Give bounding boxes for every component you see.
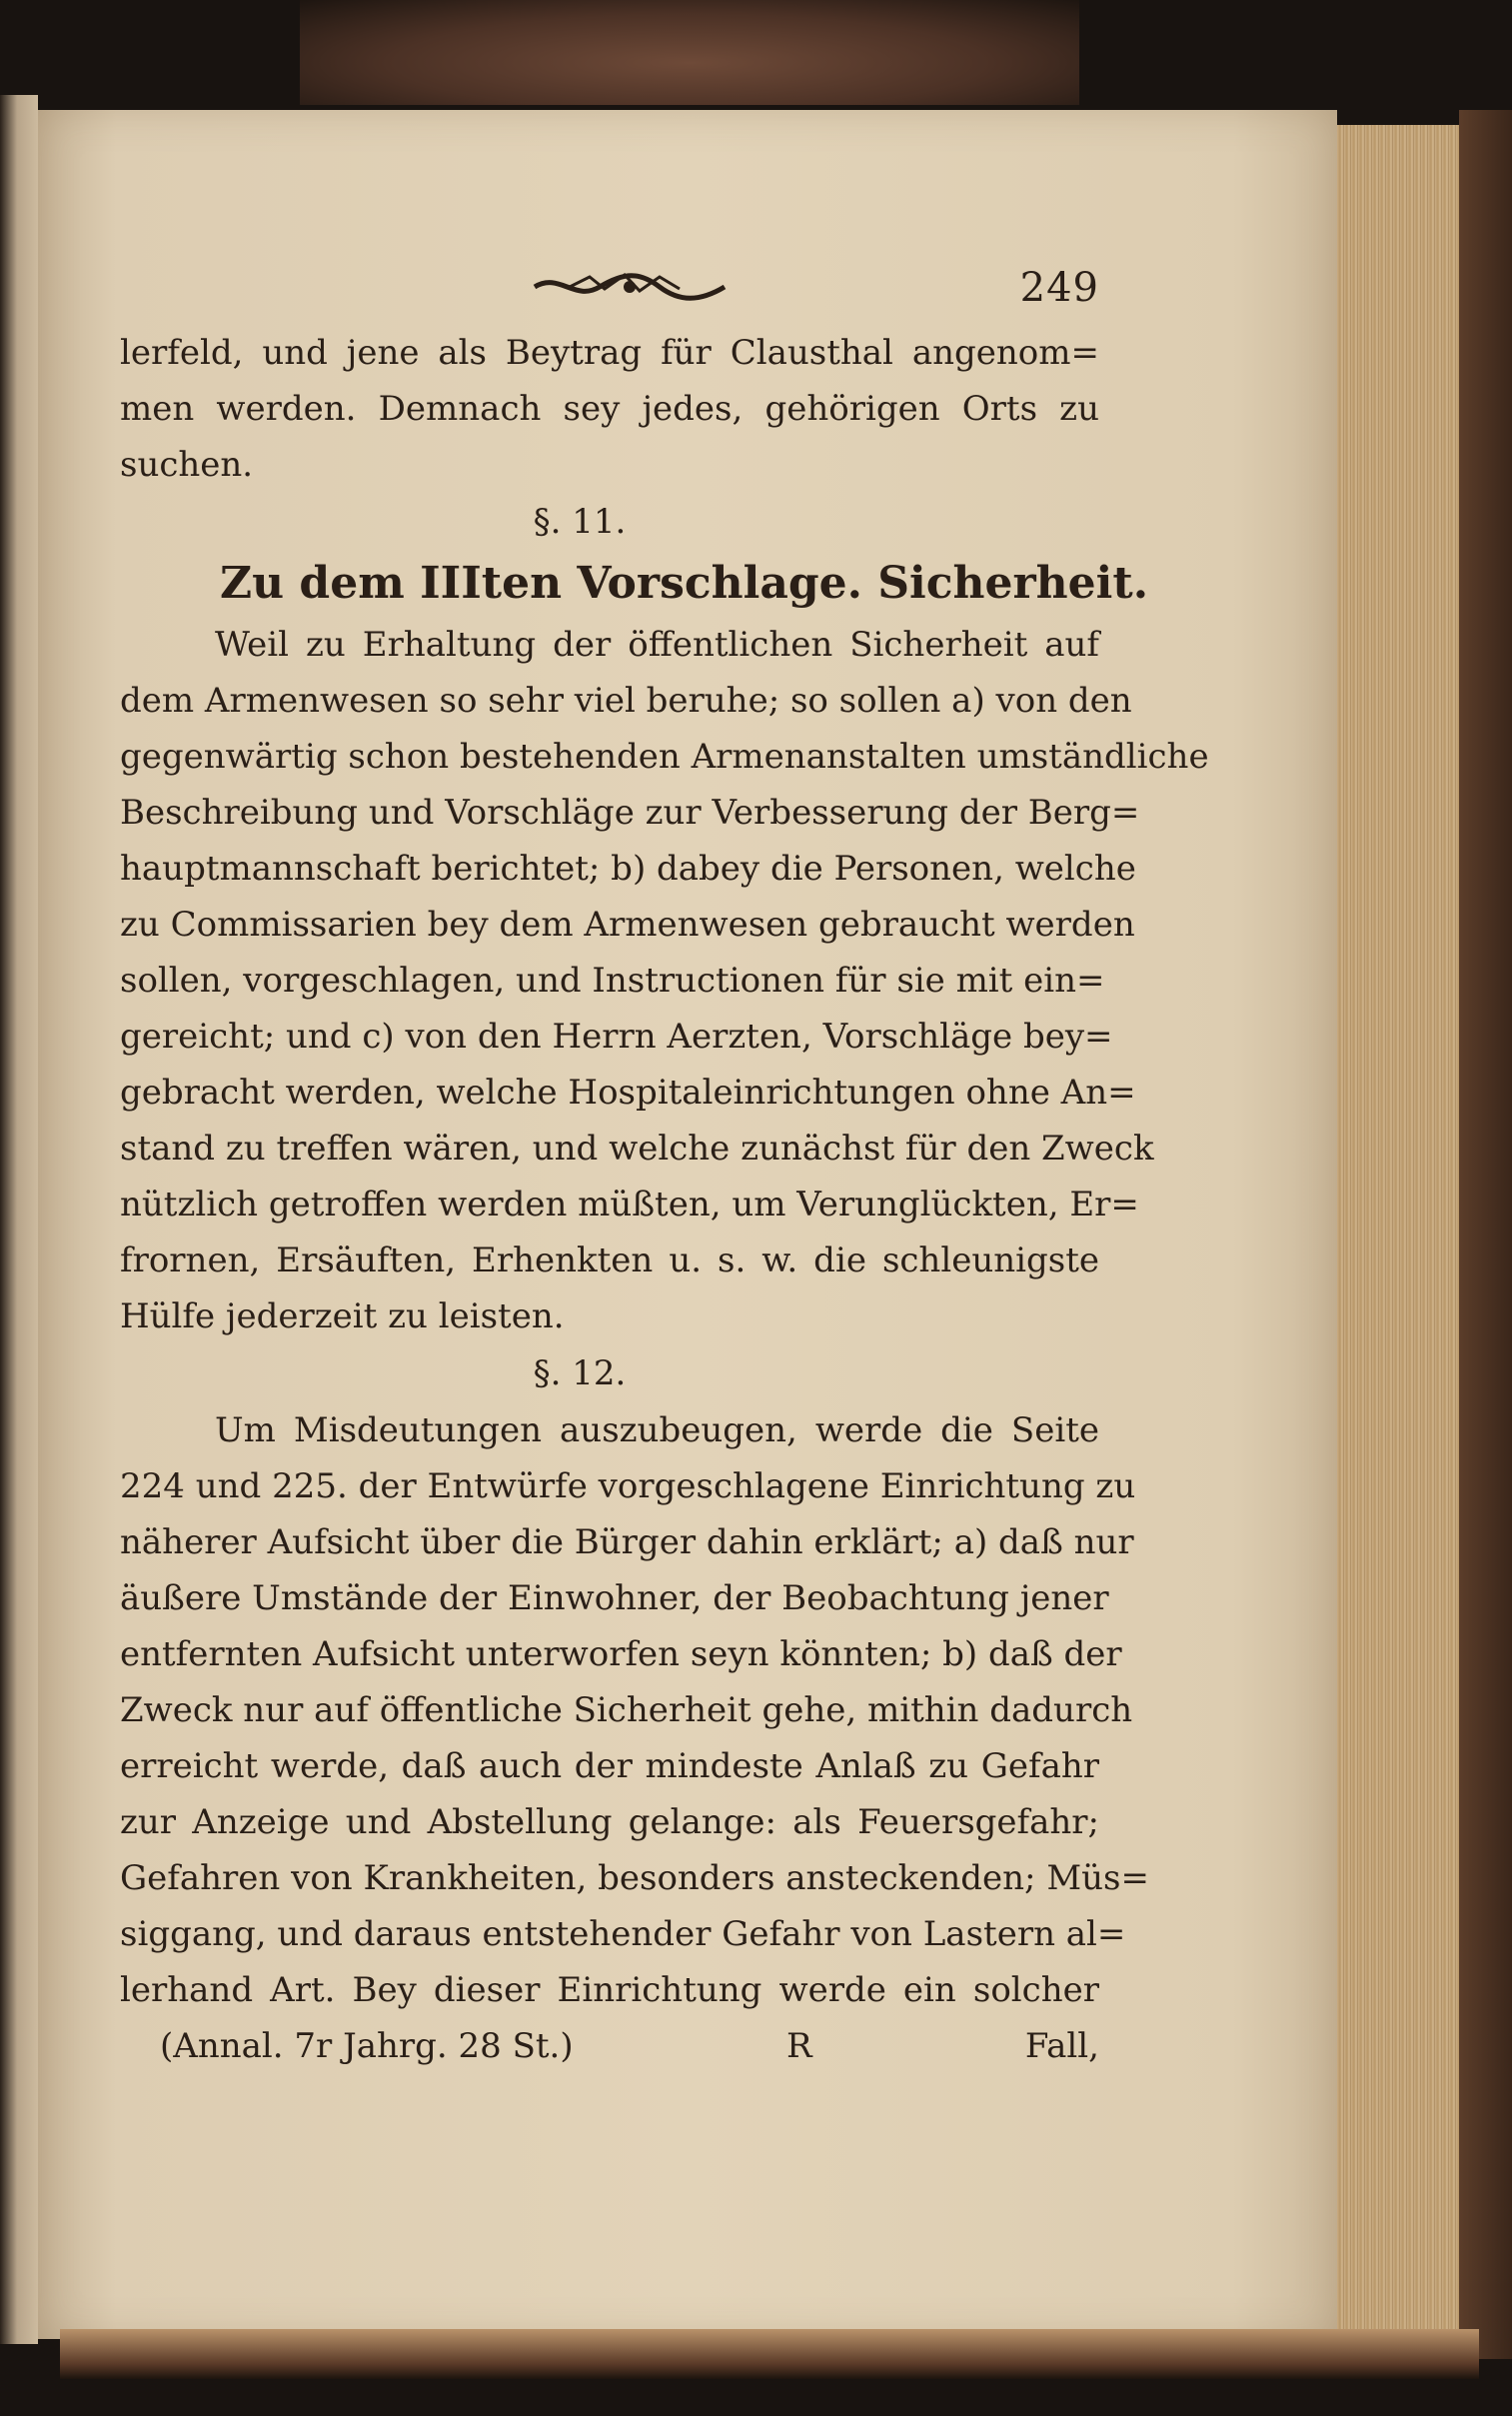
section-11-heading: Zu dem IIIten Vorschlage. Sicherheit. — [220, 558, 1149, 609]
text-line: zu Commissarien bey dem Armenwesen gebraucht werden — [120, 905, 1135, 945]
text-line: hauptmannschaft berichtet; b) dabey die Personen, welche — [120, 849, 1136, 889]
text-line: sollen, vorgeschlagen, und Instructionen für sie mit ein= — [120, 961, 1105, 1001]
ornament-icon — [530, 267, 730, 307]
text-line: Zweck nur auf öffentliche Sicherheit gehe, mithin dadurch — [120, 1690, 1133, 1730]
text-line: gereicht; und c) von den Herrn Aerzten, Vorschläge bey= — [120, 1017, 1113, 1057]
page-fore-edge — [1337, 125, 1467, 2339]
book-spine-top — [300, 0, 1079, 105]
text-line: gegenwärtig schon bestehenden Armenanstalten umständliche — [120, 737, 1209, 777]
book-cover-edge — [1459, 110, 1512, 2359]
text-line: 224 und 225. der Entwürfe vorgeschlagene Einrichtung zu — [120, 1466, 1136, 1506]
page-content — [120, 265, 1209, 2074]
paragraph-1 — [120, 325, 1099, 493]
text-line: frornen, Ersäuften, Erhenkten u. s. w. die schleunigste — [120, 1240, 1099, 1280]
book-left-edge — [0, 95, 38, 2344]
text-line: lerfeld, und jene als Beytrag für Clausthal angenom= — [120, 333, 1099, 373]
signature-mark: R — [785, 2026, 812, 2066]
text-line: dem Armenwesen so sehr viel beruhe; so sollen a) von den — [120, 681, 1132, 721]
paragraph-3 — [120, 1402, 1149, 2018]
text-line: siggang, und daraus entstehender Gefahr von Lastern al= — [120, 1914, 1126, 1954]
text-line: näherer Aufsicht über die Bürger dahin erklärt; a) daß nur — [120, 1522, 1134, 1562]
paragraph-2 — [120, 617, 1209, 1344]
text-line: Um Misdeutungen auszubeugen, werde die Seite — [215, 1410, 1099, 1450]
text-line: stand zu treffen wären, und welche zunächst für den Zweck — [120, 1129, 1154, 1169]
text-line: äußere Umstände der Einwohner, der Beobachtung jener — [120, 1578, 1109, 1618]
text-line: Beschreibung und Vorschläge zur Verbesserung der Berg= — [120, 793, 1140, 833]
section-12-mark: §. 12. — [533, 1353, 627, 1393]
book-bottom-edge — [60, 2329, 1479, 2379]
text-line: Hülfe jederzeit zu leisten. — [120, 1296, 565, 1336]
page-number: 249 — [1019, 265, 1099, 311]
text-line: nützlich getroffen werden müßten, um Verunglückten, Er= — [120, 1185, 1139, 1224]
text-line: Gefahren von Krankheiten, besonders ansteckenden; Müs= — [120, 1858, 1149, 1898]
text-line: lerhand Art. Bey dieser Einrichtung werde ein solcher — [120, 1970, 1099, 2010]
page-footer — [120, 2018, 1099, 2074]
text-line: suchen. — [120, 445, 254, 485]
text-line: gebracht werden, welche Hospitaleinrichtungen ohne An= — [120, 1073, 1136, 1113]
text-line: men werden. Demnach sey jedes, gehörigen Orts zu — [120, 389, 1099, 429]
catchword: Fall, — [1024, 2026, 1099, 2066]
text-line: Weil zu Erhaltung der öffentlichen Sicherheit auf — [215, 625, 1099, 665]
text-line: entfernten Aufsicht unterworfen seyn könnten; b) daß der — [120, 1634, 1122, 1674]
footer-citation: (Annal. 7r Jahrg. 28 St.) — [160, 2026, 574, 2066]
text-line: erreicht werde, daß auch der mindeste Anlaß zu Gefahr — [120, 1746, 1099, 1786]
section-11-mark: §. 11. — [533, 502, 627, 542]
text-line: zur Anzeige und Abstellung gelange: als Feuersgefahr; — [120, 1802, 1099, 1842]
page-header — [120, 265, 1099, 325]
